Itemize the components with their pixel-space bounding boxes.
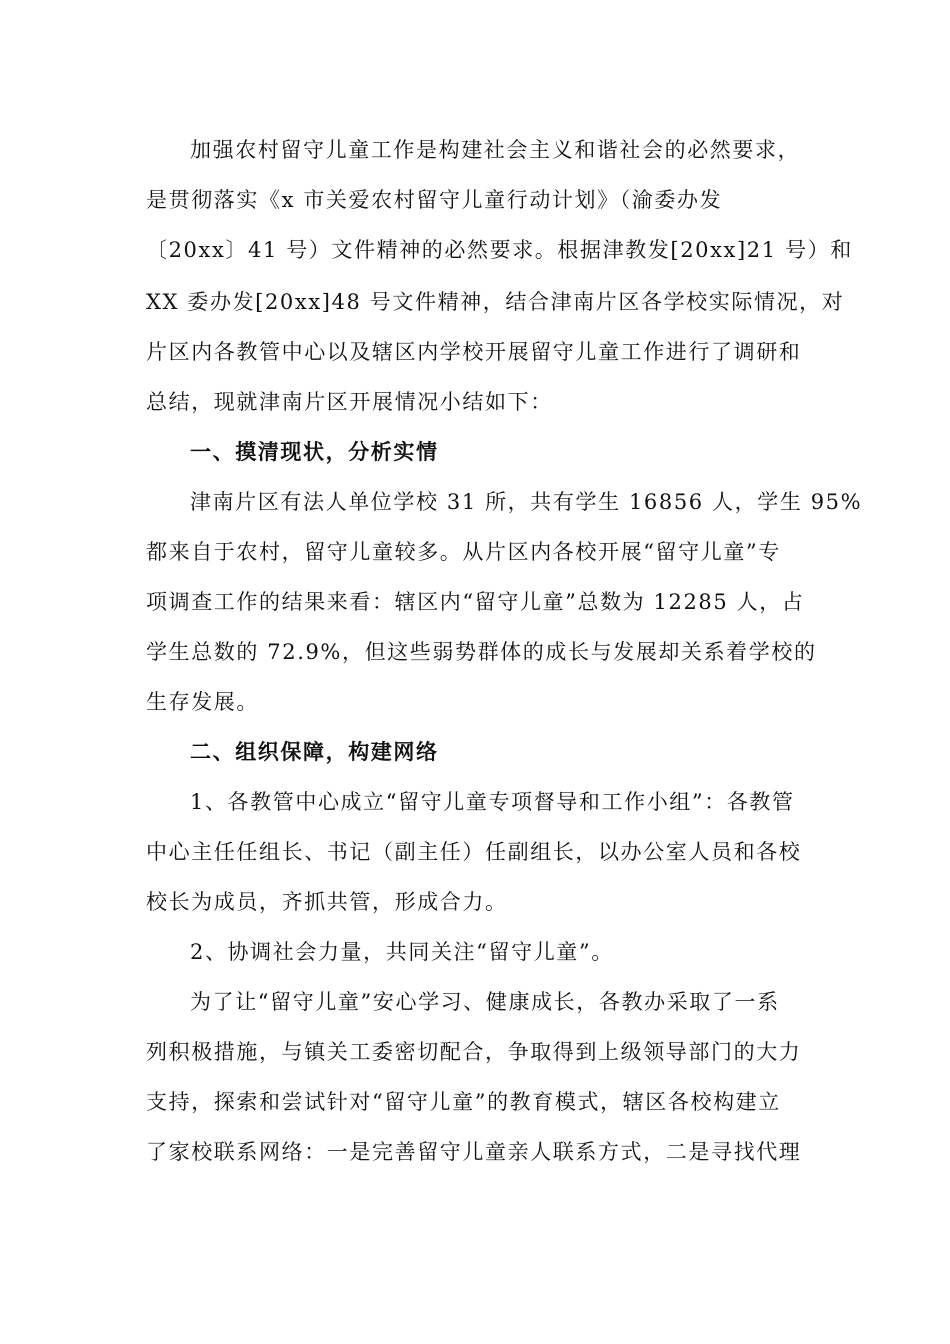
section-2-paragraph-line-3: 支持，探索和尝试针对“留守儿童”的教育模式，辖区各校构建立 — [146, 1090, 781, 1114]
section-1-paragraph-line-2: 都来自于农村，留守儿童较多。从片区内各校开展“留守儿童”专 — [146, 540, 781, 564]
section-heading-1: 一、摸清现状，分析实情 — [190, 439, 439, 464]
section-2-item-1-line-1: 1、各教管中心成立“留守儿童专项督导和工作小组”：各教管 — [190, 790, 795, 814]
intro-paragraph-line-1: 加强农村留守儿童工作是构建社会主义和谐社会的必然要求， — [190, 138, 801, 162]
intro-paragraph-line-6: 总结，现就津南片区开展情况小结如下： — [146, 390, 553, 414]
section-1-paragraph-line-5: 生存发展。 — [146, 690, 259, 714]
section-1-paragraph-line-3: 项调查工作的结果来看：辖区内“留守儿童”总数为 12285 人，占 — [146, 590, 805, 614]
section-2-item-1-line-2: 中心主任任组长、书记（副主任）任副组长，以办公室人员和各校 — [146, 840, 802, 864]
intro-paragraph-line-3: 〔20xx〕41 号）文件精神的必然要求。根据津教发[20xx]21 号）和 — [146, 238, 853, 262]
section-2-paragraph-line-4: 了家校联系网络：一是完善留守儿童亲人联系方式，二是寻找代理 — [146, 1140, 802, 1164]
intro-paragraph-line-5: 片区内各教管中心以及辖区内学校开展留守儿童工作进行了调研和 — [146, 340, 802, 364]
section-2-paragraph-line-2: 列积极措施，与镇关工委密切配合，争取得到上级领导部门的大力 — [146, 1040, 802, 1064]
section-1-paragraph-line-4: 学生总数的 72.9%，但这些弱势群体的成长与发展却关系着学校的 — [146, 640, 817, 664]
section-heading-2: 二、组织保障，构建网络 — [190, 739, 439, 764]
intro-paragraph-line-2: 是贯彻落实《x 市关爱农村留守儿童行动计划》（渝委办发 — [146, 188, 723, 212]
section-2-paragraph-line-1: 为了让“留守儿童”安心学习、健康成长，各教办采取了一系 — [190, 990, 780, 1014]
section-1-paragraph-line-1: 津南片区有法人单位学校 31 所，共有学生 16856 人，学生 95% — [190, 490, 863, 514]
intro-paragraph-line-4: XX 委办发[20xx]48 号文件精神，结合津南片区各学校实际情况，对 — [146, 290, 845, 314]
section-2-item-1-line-3: 校长为成员，齐抓共管，形成合力。 — [146, 890, 508, 914]
section-2-item-2-line-1: 2、协调社会力量，共同关注“留守儿童”。 — [190, 940, 614, 964]
